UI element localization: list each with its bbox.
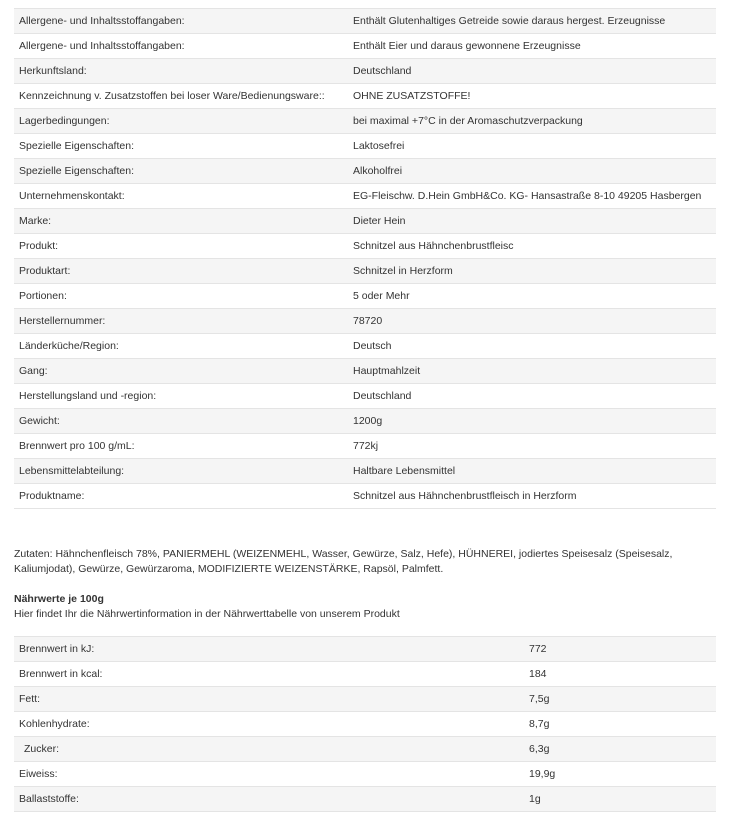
detail-label: Portionen:	[14, 284, 348, 309]
detail-value: Schnitzel in Herzform	[348, 259, 716, 284]
table-row	[14, 259, 716, 284]
detail-label: Produktart:	[14, 259, 348, 284]
table-row	[14, 209, 716, 234]
table-row	[14, 787, 716, 812]
detail-value: Haltbare Lebensmittel	[348, 459, 716, 484]
ingredients-text: Zutaten: Hähnchenfleisch 78%, PANIERMEHL (WEIZENMEHL, Wasser, Gewürze, Salz, Hefe), HÜHNEREI, jodiertes Speisesalz (Speisesalz, Kaliumjodat), Gewürze, Gewürzaroma, MODIFIZIERTE WEIZENSTÄRKE, Rapsöl, Palmfett.	[14, 548, 673, 575]
table-row	[14, 284, 716, 309]
table-row	[14, 334, 716, 359]
table-row	[14, 234, 716, 259]
detail-label: Herstellungsland und -region:	[14, 384, 348, 409]
table-row	[14, 637, 716, 662]
table-row	[14, 134, 716, 159]
table-row	[14, 737, 716, 762]
nutrition-label: Eiweiss:	[14, 762, 524, 787]
nutrition-value: 19,9g	[524, 762, 716, 787]
detail-label: Herstellernummer:	[14, 309, 348, 334]
table-row	[14, 459, 716, 484]
table-row	[14, 159, 716, 184]
table-row	[14, 484, 716, 509]
nutrition-label: Ballaststoffe:	[14, 787, 524, 812]
detail-label: Länderküche/Region:	[14, 334, 348, 359]
table-row	[14, 359, 716, 384]
table-row	[14, 762, 716, 787]
detail-label: Spezielle Eigenschaften:	[14, 159, 348, 184]
detail-label: Unternehmenskontakt:	[14, 184, 348, 209]
nutrition-subheading: Hier findet Ihr die Nährwertinformation in der Nährwerttabelle von unserem Produkt	[14, 608, 400, 620]
detail-label: Gewicht:	[14, 409, 348, 434]
table-row	[14, 184, 716, 209]
nutrition-label: Zucker:	[14, 737, 524, 762]
detail-label: Brennwert pro 100 g/mL:	[14, 434, 348, 459]
detail-value: 772kj	[348, 434, 716, 459]
detail-label: Marke:	[14, 209, 348, 234]
nutrition-label: Brennwert in kJ:	[14, 637, 524, 662]
detail-label: Allergene- und Inhaltsstoffangaben:	[14, 9, 348, 34]
detail-value: Laktosefrei	[348, 134, 716, 159]
detail-label: Gang:	[14, 359, 348, 384]
detail-value: EG-Fleischw. D.Hein GmbH&Co. KG- Hansastraße 8-10 49205 Hasbergen	[348, 184, 716, 209]
table-row	[14, 434, 716, 459]
detail-label: Kennzeichnung v. Zusatzstoffen bei loser Ware/Bedienungsware::	[14, 84, 348, 109]
detail-label: Produkt:	[14, 234, 348, 259]
nutrition-value: 8,7g	[524, 712, 716, 737]
table-row	[14, 712, 716, 737]
detail-label: Spezielle Eigenschaften:	[14, 134, 348, 159]
detail-value: 78720	[348, 309, 716, 334]
nutrition-value: 1g	[524, 787, 716, 812]
nutrition-value: 184	[524, 662, 716, 687]
detail-value: Schnitzel aus Hähnchenbrustfleisc	[348, 234, 716, 259]
nutrition-label: Kohlenhydrate:	[14, 712, 524, 737]
table-row	[14, 409, 716, 434]
detail-value: 1200g	[348, 409, 716, 434]
detail-value: Deutsch	[348, 334, 716, 359]
detail-value: OHNE ZUSATZSTOFFE!	[348, 84, 716, 109]
detail-label: Herkunftsland:	[14, 59, 348, 84]
detail-label: Produktname:	[14, 484, 348, 509]
nutrition-heading: Nährwerte je 100g	[14, 593, 104, 605]
detail-label: Lagerbedingungen:	[14, 109, 348, 134]
table-row	[14, 59, 716, 84]
nutrition-label: Brennwert in kcal:	[14, 662, 524, 687]
detail-value: Hauptmahlzeit	[348, 359, 716, 384]
detail-value: bei maximal +7°C in der Aromaschutzverpackung	[348, 109, 716, 134]
table-row	[14, 84, 716, 109]
nutrition-value: 7,5g	[524, 687, 716, 712]
detail-value: Enthält Glutenhaltiges Getreide sowie daraus hergest. Erzeugnisse	[348, 9, 716, 34]
detail-label: Allergene- und Inhaltsstoffangaben:	[14, 34, 348, 59]
table-row	[14, 662, 716, 687]
detail-value: Dieter Hein	[348, 209, 716, 234]
detail-value: 5 oder Mehr	[348, 284, 716, 309]
nutrition-header	[14, 592, 714, 622]
table-row	[14, 9, 716, 34]
detail-value: Schnitzel aus Hähnchenbrustfleisch in Herzform	[348, 484, 716, 509]
table-row	[14, 34, 716, 59]
table-row	[14, 309, 716, 334]
nutrition-label: Fett:	[14, 687, 524, 712]
nutrition-table	[14, 636, 716, 812]
table-row	[14, 384, 716, 409]
product-details-table	[14, 8, 716, 509]
table-row	[14, 109, 716, 134]
table-row	[14, 687, 716, 712]
detail-label: Lebensmittelabteilung:	[14, 459, 348, 484]
detail-value: Alkoholfrei	[348, 159, 716, 184]
detail-value: Deutschland	[348, 59, 716, 84]
detail-value: Enthält Eier und daraus gewonnene Erzeugnisse	[348, 34, 716, 59]
nutrition-value: 6,3g	[524, 737, 716, 762]
nutrition-value: 772	[524, 637, 716, 662]
detail-value: Deutschland	[348, 384, 716, 409]
